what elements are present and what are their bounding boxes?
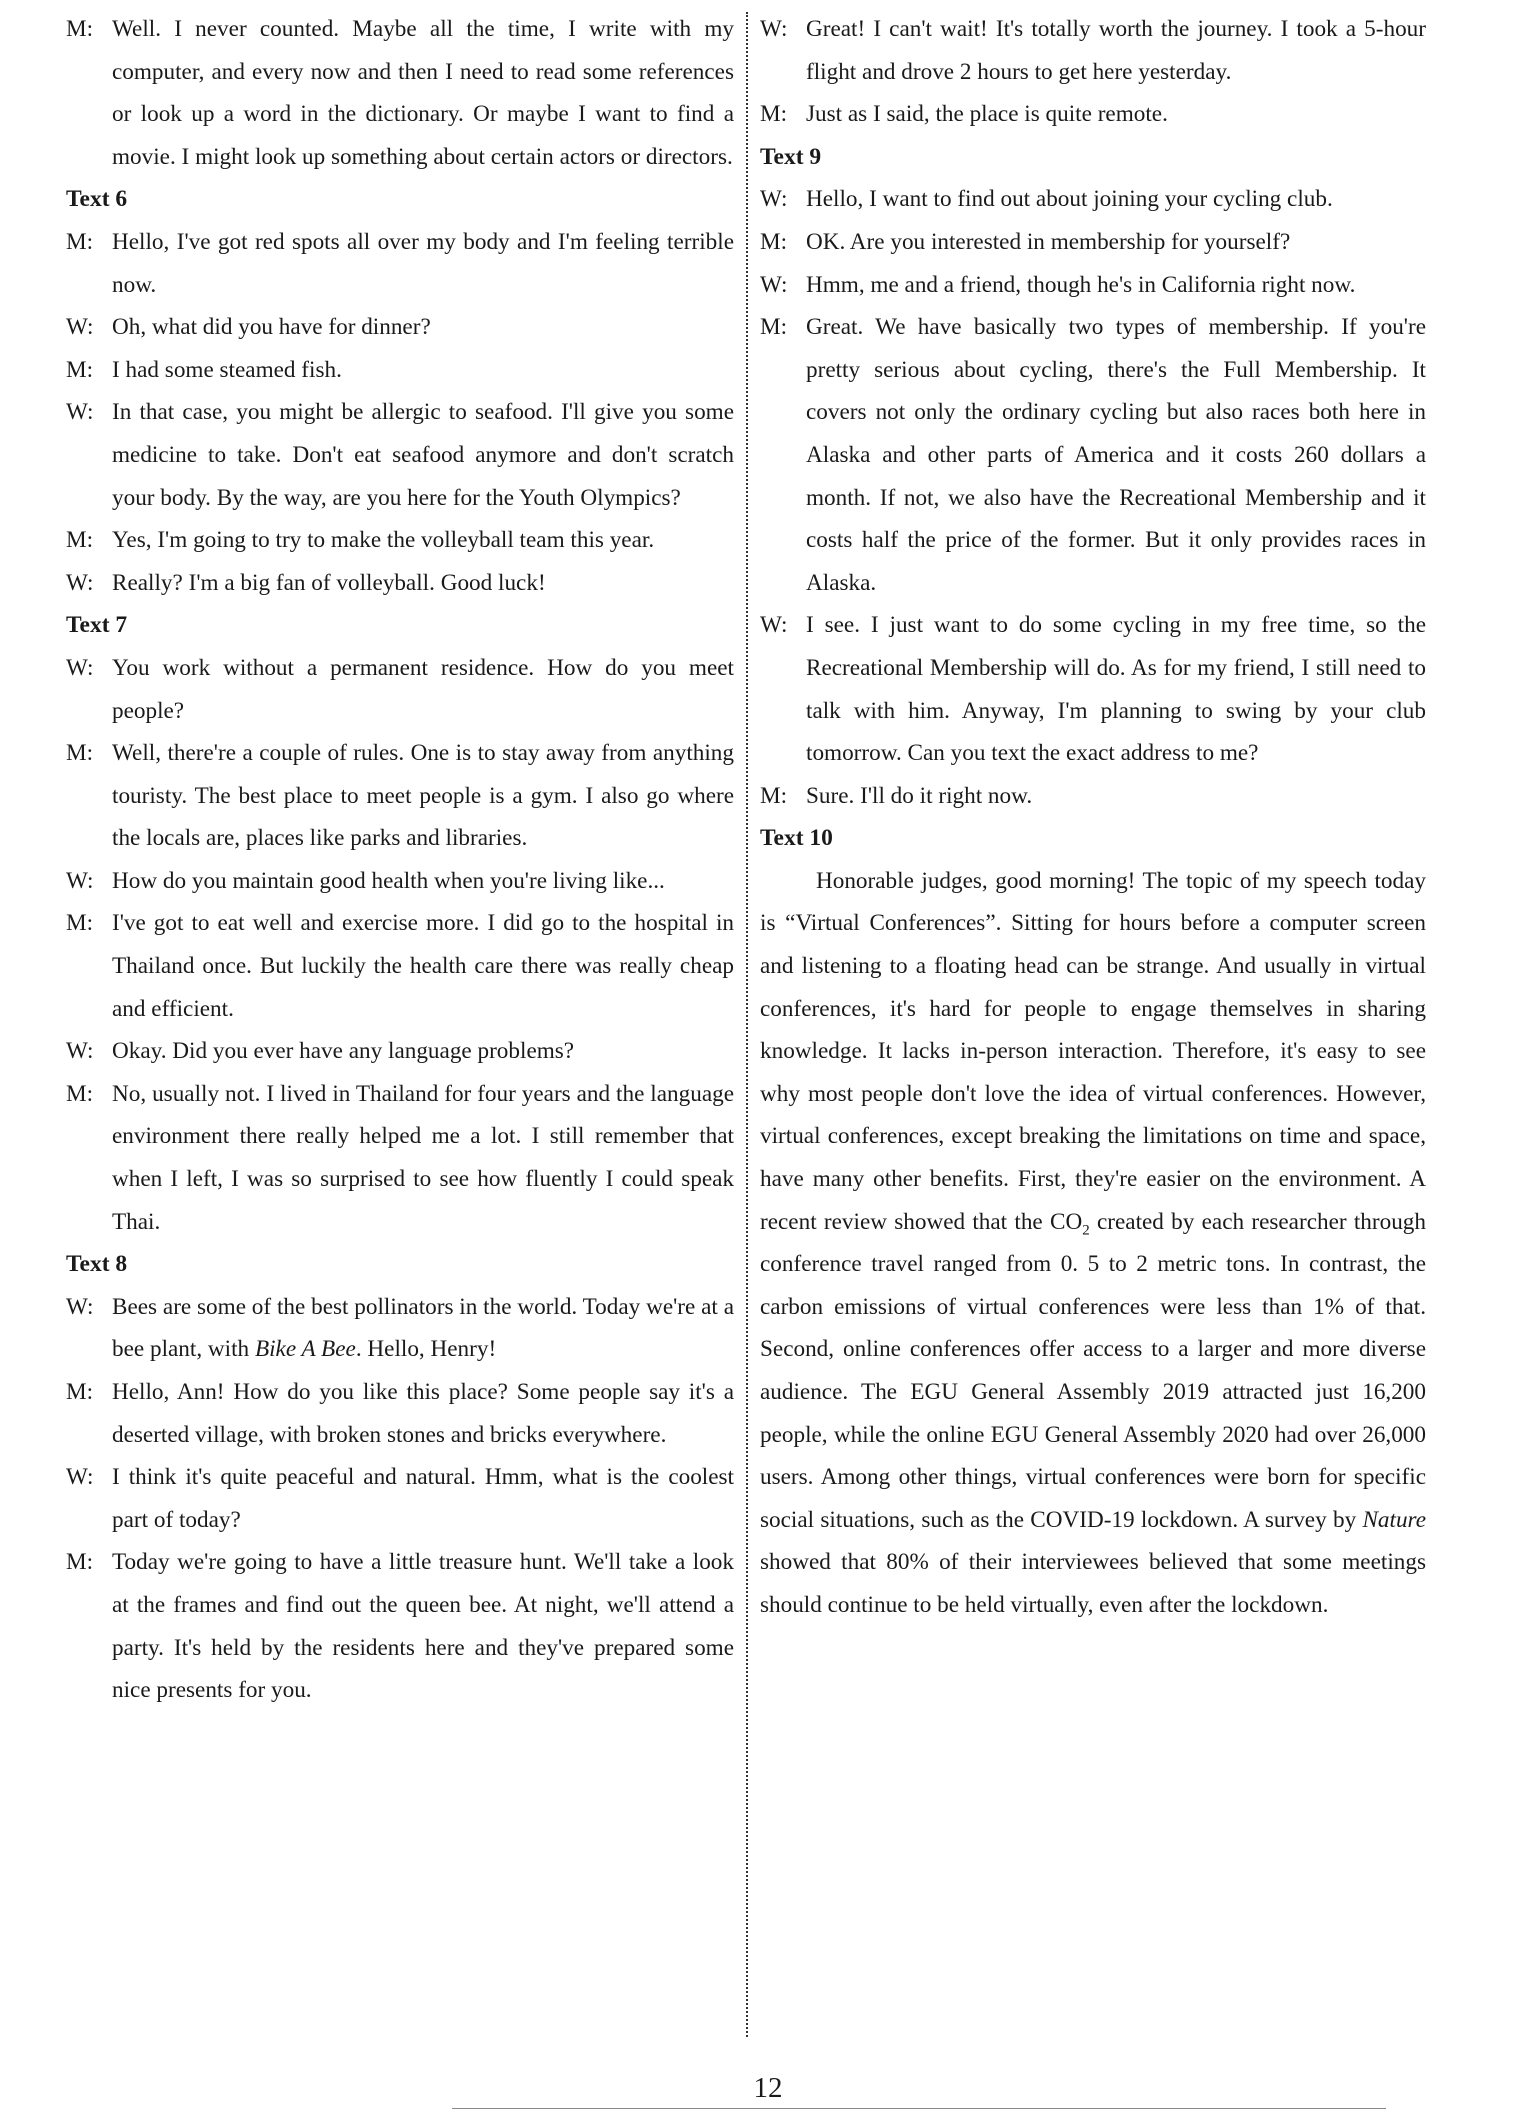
speech-text-part: created by each researcher through conference travel ranged from 0. 5 to 2 metric tons. In contrast, the carbon emissions of virtual conferences were less than 1% of that. Second, online conferences offer access to a larger and more diverse audience. The EGU General Assembly 2019 attracted just 16,200 people, while the online EGU General Assembly 2020 had over 26,000 users. Among other things, virtual conferences were born for specific social situations, such as the COVID-19 lockdown. A survey by <box>760 1208 1426 1533</box>
speaker-label: M: <box>760 101 788 128</box>
dialogue-text: Well. I never counted. Maybe all the time, I write with my computer, and every now and then I need to read some references or look up a word in the dictionary. Or maybe I want to find a movie. I might look up something about certain actors or directors. <box>112 16 734 170</box>
dialogue-text: You work without a permanent residence. How do you meet people? <box>112 654 734 724</box>
dialogue-text: Great. We have basically two types of membership. If you're pretty serious about cycling, there's the Full Membership. It covers not only the ordinary cycling but also races both here in Alaska and other parts of America and it costs 260 dollars a month. If not, we also have the Recreational Membership and it costs half the price of the former. But it only provides races in Alaska. <box>806 314 1426 596</box>
dialogue-text: Sure. I'll do it right now. <box>806 782 1033 809</box>
dialogue-text: I see. I just want to do some cycling in my free time, so the Recreational Membership will do. As for my friend, I still need to talk with him. Anyway, I'm planning to swing by your club tomorrow. Can you text the exact address to me? <box>806 612 1426 767</box>
dialogue-line <box>760 306 1426 604</box>
dialogue-text: Hmm, me and a friend, though he's in California right now. <box>806 271 1356 298</box>
speaker-label: W: <box>66 867 94 894</box>
speaker-label: W: <box>760 271 788 298</box>
dialogue-line <box>66 1456 734 1541</box>
speaker-label: M: <box>760 228 788 255</box>
dialogue-line <box>66 391 734 519</box>
speaker-label: W: <box>66 1464 94 1491</box>
right-column <box>760 8 1426 1627</box>
speaker-label: W: <box>760 186 788 213</box>
dialogue-line <box>66 647 734 732</box>
dialogue-line <box>66 349 734 392</box>
section-heading-text-8: Text 8 <box>66 1251 128 1278</box>
speaker-label: M: <box>66 1549 94 1576</box>
section-heading-text-6: Text 6 <box>66 186 128 213</box>
dialogue-text: Really? I'm a big fan of volleyball. Good luck! <box>112 569 546 596</box>
dialogue-text: Oh, what did you have for dinner? <box>112 314 431 341</box>
dialogue-line <box>760 178 1426 221</box>
dialogue-line <box>760 775 1426 818</box>
italic-title: Bike A Bee <box>254 1336 356 1363</box>
dialogue-text: OK. Are you interested in membership for yourself? <box>806 228 1291 255</box>
dialogue-text-part: Bees are some of the best pollinators in the world. Today we're at a bee plant, with <box>112 1293 734 1363</box>
dialogue-line <box>66 519 734 562</box>
section-heading-text-7: Text 7 <box>66 612 128 639</box>
dialogue-text: I think it's quite peaceful and natural. Hmm, what is the coolest part of today? <box>112 1464 734 1533</box>
dialogue-line <box>760 8 1426 93</box>
dialogue-line <box>760 264 1426 307</box>
speaker-label: M: <box>66 740 94 767</box>
section-heading-text-9: Text 9 <box>760 143 822 170</box>
speaker-label: W: <box>66 314 94 341</box>
dialogue-text: How do you maintain good health when you're living like... <box>112 867 665 894</box>
dialogue-line <box>66 306 734 349</box>
speech-paragraph <box>760 860 1426 1627</box>
speaker-label: M: <box>66 527 94 554</box>
speech-text-part: showed that 80% of their interviewees believed that some meetings should continue to be held virtually, even after the lockdown. <box>760 1549 1426 1618</box>
speaker-label: M: <box>66 910 94 937</box>
dialogue-text: I've got to eat well and exercise more. I did go to the hospital in Thailand once. But luckily the health care there was really cheap and efficient. <box>112 910 734 1022</box>
dialogue-text-part: . Hello, Henry! <box>355 1336 497 1363</box>
dialogue-text: In that case, you might be allergic to seafood. I'll give you some medicine to take. Don't eat seafood anymore and don't scratch your body. By the way, are you here for the Youth Olympics? <box>112 399 734 511</box>
dialogue-text: I had some steamed fish. <box>112 356 342 383</box>
dialogue-text <box>112 1286 734 1371</box>
dialogue-line <box>66 860 734 903</box>
speaker-label: W: <box>66 1293 94 1320</box>
dialogue-line <box>760 221 1426 264</box>
dialogue-text: Hello, I've got red spots all over my body and I'm feeling terrible now. <box>112 228 734 298</box>
dialogue-text: Okay. Did you ever have any language problems? <box>112 1038 575 1065</box>
speaker-label: M: <box>760 314 788 341</box>
footer-rule <box>452 2108 1386 2109</box>
dialogue-line <box>66 1030 734 1073</box>
dialogue-line <box>66 1286 734 1371</box>
dialogue-line <box>760 604 1426 774</box>
speaker-label: W: <box>66 1038 94 1065</box>
speaker-label: M: <box>66 228 94 255</box>
speaker-label: M: <box>66 1379 94 1405</box>
dialogue-line <box>66 562 734 605</box>
speaker-label: W: <box>66 399 94 426</box>
speaker-label: M: <box>66 356 94 383</box>
dialogue-line <box>66 902 734 1030</box>
dialogue-line <box>66 732 734 860</box>
column-divider <box>746 12 748 2037</box>
dialogue-line <box>66 8 734 178</box>
dialogue-text: Hello, Ann! How do you like this place? Some people say it's a deserted village, with broken stones and bricks everywhere. <box>112 1379 734 1448</box>
dialogue-line <box>66 1371 734 1456</box>
left-column <box>66 8 734 1712</box>
dialogue-text: Just as I said, the place is quite remote. <box>806 101 1168 128</box>
dialogue-text: Yes, I'm going to try to make the volleyball team this year. <box>112 527 655 554</box>
speaker-label: W: <box>66 654 94 681</box>
dialogue-line <box>66 1073 734 1243</box>
speaker-label: W: <box>760 612 788 639</box>
speaker-label: W: <box>66 569 94 596</box>
dialogue-line <box>66 221 734 306</box>
dialogue-text: Well, there're a couple of rules. One is to stay away from anything touristy. The best place to meet people is a gym. I also go where the locals are, places like parks and libraries. <box>112 740 734 852</box>
dialogue-text: Hello, I want to find out about joining your cycling club. <box>806 186 1333 213</box>
speaker-label: M: <box>66 1080 94 1107</box>
dialogue-text: Great! I can't wait! It's totally worth the journey. I took a 5-hour flight and drove 2 hours to get here yesterday. <box>806 16 1426 85</box>
italic-journal-name: Nature <box>1362 1506 1426 1533</box>
speaker-label: M: <box>760 782 788 809</box>
speech-text-part: Honorable judges, good morning! The topic of my speech today is “Virtual Conferences”. Sitting for hours before a computer screen and listening to a floating head can be strange. And usually in virtual conferences, it's hard for people to engage themselves in sharing knowledge. It lacks in-person interaction. Therefore, it's easy to see why most people don't love the idea of virtual conferences. However, virtual conferences, except breaking the limitations on time and space, have many other benefits. First, they're easier on the environment. A recent review showed that the CO <box>760 867 1426 1235</box>
page-number: 12 <box>753 2072 783 2104</box>
dialogue-text: No, usually not. I lived in Thailand for four years and the language environment there really helped me a lot. I still remember that when I left, I was so surprised to see how fluently I could speak Thai. <box>112 1080 734 1235</box>
dialogue-text: Today we're going to have a little treasure hunt. We'll take a look at the frames and find out the queen bee. At night, we'll attend a party. It's held by the residents here and they've prepared some nice presents for you. <box>112 1549 734 1704</box>
speaker-label: M: <box>66 16 94 42</box>
co2-subscript: 2 <box>1082 1222 1090 1239</box>
speaker-label: W: <box>760 16 788 42</box>
section-heading-text-10: Text 10 <box>760 825 833 852</box>
dialogue-line <box>760 93 1426 136</box>
dialogue-line <box>66 1541 734 1711</box>
